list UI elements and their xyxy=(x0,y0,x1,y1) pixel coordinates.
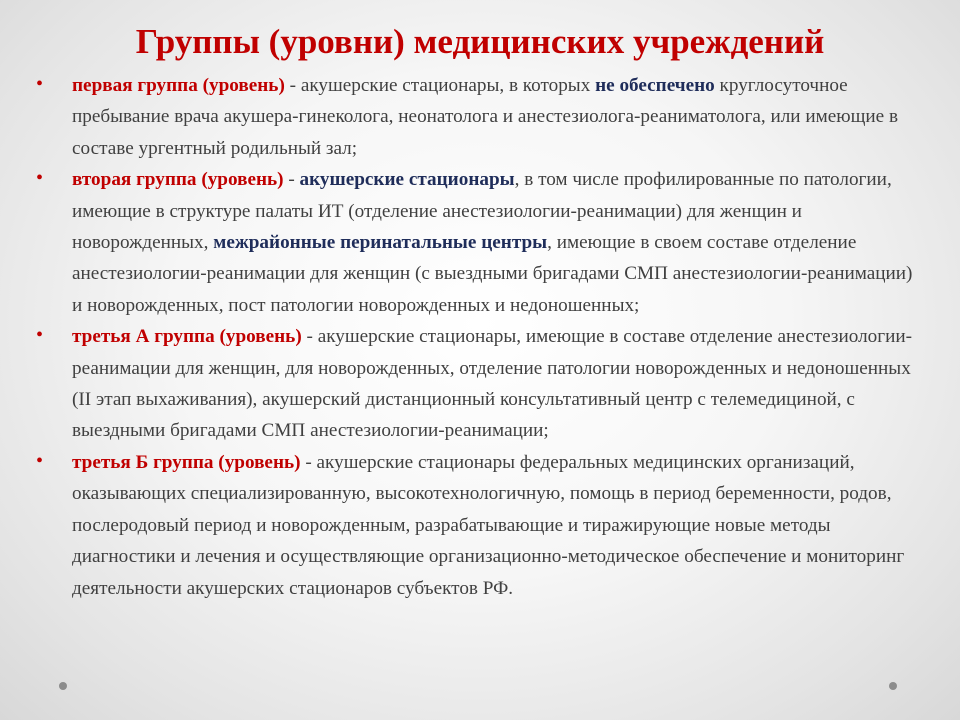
item-text: , имеющие в своем составе отделение анестезиологии-реанимации для женщин (с выездными бригадами СМП анестезиологии-реанимации) и новорожденных, пост патологии новорожденных и недоношенных; xyxy=(72,232,913,316)
decorative-dot-icon xyxy=(889,682,897,690)
bullet-icon: • xyxy=(36,167,44,190)
list-item-group-2 xyxy=(36,164,916,321)
item-separator: - xyxy=(283,169,300,191)
list-item-group-3a xyxy=(36,321,916,447)
item-emphasis: не обеспечено xyxy=(595,75,715,96)
item-text: круглосуточное пребывание врача акушера-гинеколога, неонатолога и анестезиолога-реаниматолога, или имеющие в составе ургентный родильный зал; xyxy=(72,75,899,159)
item-separator: - xyxy=(300,451,317,473)
item-text: акушерские стационары, имеющие в составе отделение анестезиологии-реанимации для женщин, для новорожденных, отделение патологии новорожденных и недоношенных (II этап выхаживания), акушерский дистанционный консультативный центр с телемедициной, с выездными бригадами СМП анестезиологии-реанимации; xyxy=(72,326,913,442)
item-emphasis: акушерские стационары xyxy=(299,169,515,191)
groups-list xyxy=(36,70,916,604)
bullet-icon: • xyxy=(36,324,44,347)
item-heading: вторая группа (уровень) xyxy=(72,169,284,191)
bullet-icon: • xyxy=(36,449,44,472)
decorative-dot-icon xyxy=(59,682,67,690)
list-item-group-1 xyxy=(36,70,916,164)
item-text: акушерские стационары федеральных медицинских организаций, оказывающих специализированную, высокотехнологичную, помощь в период беременности, родов, послеродовый период и новорожденным, разрабатывающие и тиражирующие новые методы диагностики и лечения и осуществляющие организационно-методическое обеспечение и мониторинг деятельности акушерских стационаров субъектов РФ. xyxy=(72,451,905,599)
item-heading: третья А группа (уровень) xyxy=(72,326,302,348)
list-item-group-3b xyxy=(36,447,916,604)
item-heading: третья Б группа (уровень) xyxy=(72,451,301,473)
item-heading: первая группа (уровень) xyxy=(72,75,285,96)
item-emphasis: межрайонные перинатальные центры xyxy=(213,232,548,254)
item-text: , в том числе профилированные по патологии, имеющие в структуре палаты ИТ (отделение анестезиологии-реанимации) для женщин и новорожденных, xyxy=(72,169,892,254)
item-text: акушерские стационары, в которых xyxy=(300,75,596,96)
slide-title: Группы (уровни) медицинских учреждений xyxy=(135,22,825,61)
item-separator: - xyxy=(284,75,301,96)
item-separator: - xyxy=(301,326,318,348)
bullet-icon: • xyxy=(36,73,44,95)
